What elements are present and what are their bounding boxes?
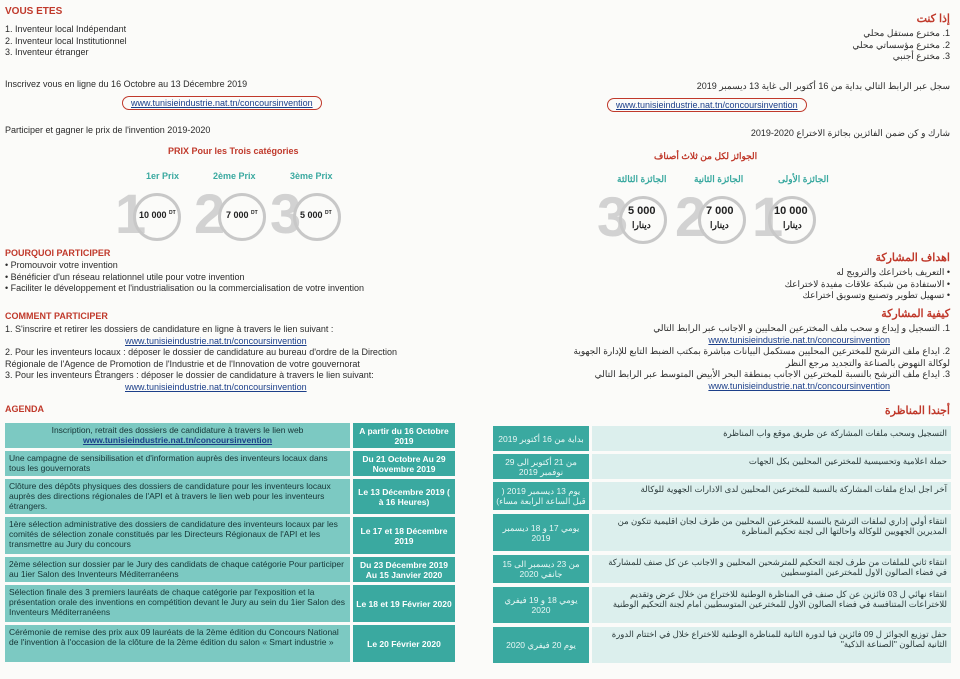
ar-agenda-date: يوم 13 ديسمبر 2019 ( قبل الساعة الرابعة مساء) — [493, 482, 589, 510]
fr-agenda-date: Du 21 Octobre Au 29 Novembre 2019 — [353, 451, 455, 476]
ar-category-3: 3. مخترع أجنبي — [892, 51, 950, 61]
ar-comment-step-2b: لوكالة النهوض بالصناعة والتجديد مرجع النظر — [785, 357, 950, 368]
fr-pourquoi-title: POURQUOI PARTICIPER — [5, 248, 111, 258]
fr-categories-list — [5, 24, 127, 59]
fr-register-link[interactable]: www.tunisieindustrie.nat.tn/concoursinvention — [122, 96, 322, 110]
fr-prize-3-number: 3 — [270, 182, 302, 245]
ar-agenda-date: يومي 18 و 19 فيفري 2020 — [493, 587, 589, 623]
fr-agenda-date: Le 13 Décembre 2019 ( à 16 Heures) — [353, 479, 455, 514]
ar-agenda-row — [493, 627, 951, 663]
fr-prize-2-amount: 7 000 $^{DT}$ — [226, 210, 258, 220]
ar-category-2: 2. مخترع مؤسساتي محلي — [852, 39, 950, 50]
fr-category-2: 2. Inventeur local Institutionnel — [5, 35, 127, 46]
ar-inscription-text: سجل عبر الرابط التالي بداية من 16 أكتوبر الى غاية 13 ديسمبر 2019 — [696, 81, 950, 91]
ar-comment-title: كيفية المشاركة — [881, 308, 950, 320]
ar-agenda-row — [493, 454, 951, 479]
fr-pourquoi-item: • Promouvoir votre invention — [5, 260, 118, 270]
ar-agenda-desc: حملة اعلامية وتحسيسية للمخترعين المحليين بكل الجهات — [592, 454, 951, 479]
ar-agenda-desc: انتقاء ثاني للملفات من طرف لجنة التحكيم للمترشحين المحليين و الاجانب عن كل صنف للمشاركة في فضاء الصالون الاول للمخترعين المتوسطيين — [592, 555, 951, 583]
fr-agenda-date: A partir du 16 Octobre 2019 — [353, 423, 455, 448]
fr-prize-2-label: 2ème Prix — [213, 171, 256, 181]
ar-prize-3-label: الجائزة الثالثة — [617, 174, 667, 184]
fr-agenda-row — [5, 557, 455, 582]
fr-agenda-desc: Une campagne de sensibilisation et d'information auprès des inventeurs locaux dans tous les gouvernorats — [5, 451, 350, 476]
ar-objectif-item: • تسهيل تطوير وتصنيع وتسويق اختراعك — [802, 290, 950, 300]
fr-comment-step-1: 1. S'inscrire et retirer les dossiers de candidature en ligne à travers le lien suivant : — [5, 324, 334, 334]
ar-prix-title: الجوائز لكل من ثلاث أصناف — [654, 151, 758, 161]
ar-comment-link-1[interactable]: www.tunisieindustrie.nat.tn/concoursinvention — [708, 334, 890, 345]
fr-agenda-date: Le 20 Février 2020 — [353, 625, 455, 662]
fr-prize-3-amount: 5 000 $^{DT}$ — [300, 210, 332, 220]
ar-vous-etes-title: إذا كنت — [916, 13, 950, 25]
ar-comment-step-2a: 2. ايداع ملف الترشح للمخترعين المحليين مستكمل البيانات مباشرة بمكتب الضبط التابع للإدارة الجهوية — [573, 346, 950, 356]
fr-category-1: 1. Inventeur local Indépendant — [5, 24, 127, 34]
fr-comment-title: COMMENT PARTICIPER — [5, 311, 108, 321]
ar-prize-1-label: الجائزة الأولى — [778, 174, 829, 184]
fr-agenda-date: Le 17 et 18 Décembre 2019 — [353, 517, 455, 554]
fr-prize-1-amount: 10 000 $^{DT}$ — [139, 210, 176, 220]
ar-prize-3-unit: دينارا — [632, 220, 651, 230]
ar-comment-steps — [510, 323, 950, 392]
ar-objectifs-title: اهداف المشاركة — [875, 252, 950, 264]
ar-agenda-desc: التسجيل وسحب ملفات المشاركة عن طريق موقع واب المناظرة — [592, 426, 951, 451]
fr-agenda-row — [5, 423, 455, 448]
fr-prix-title: PRIX Pour les Trois catégories — [168, 146, 299, 156]
fr-agenda-desc: Inscription, retrait des dossiers de candidature à travers le lien web www.tunisieindustrie.nat.tn/concoursinvention — [5, 423, 350, 448]
fr-pourquoi-list — [5, 260, 364, 295]
ar-prize-2-amount: 7 000 — [706, 205, 734, 217]
fr-agenda-row — [5, 625, 455, 662]
ar-prize-1-unit: دينارا — [783, 220, 802, 230]
ar-agenda-row — [493, 514, 951, 551]
fr-vous-etes-title: VOUS ETES — [5, 6, 63, 17]
ar-prize-3-number: 3 — [597, 185, 629, 248]
fr-agenda-date: Du 23 Décembre 2019 Au 15 Janvier 2020 — [353, 557, 455, 582]
ar-prize-1-number: 1 — [752, 185, 784, 248]
fr-prize-1-number: 1 — [115, 182, 147, 245]
ar-agenda-desc: حفل توزيع الجوائز ل 09 فائزين فيا لدورة الثانية للمناظرة الوطنية للاختراع خلال في اختتام الدورة الثانية لصالون "الصناعة الذكية" — [592, 627, 951, 663]
fr-comment-link-2[interactable]: www.tunisieindustrie.nat.tn/concoursinvention — [125, 381, 307, 392]
ar-agenda-date: بداية من 16 أكتوبر 2019 — [493, 426, 589, 451]
ar-agenda-desc: آخر اجل ايداع ملفات المشاركة بالنسبة للمخترعين المحليين لدى الادارات الجهوية للوكالة — [592, 482, 951, 510]
fr-agenda-desc: Sélection finale des 3 premiers lauréats de chaque catégorie par l'exposition et la présentation orale des inventions en compétition devant le Jury au sein du 1ier Salon des Inventeurs Méditerranéens — [5, 585, 350, 622]
fr-agenda-row — [5, 479, 455, 514]
fr-prize-1-label: 1er Prix — [146, 171, 180, 181]
ar-agenda-row — [493, 482, 951, 510]
ar-agenda-row — [493, 587, 951, 623]
ar-comment-link-2[interactable]: www.tunisieindustrie.nat.tn/concoursinvention — [708, 380, 890, 391]
fr-comment-step-2b: Régionale de l'Agence de Promotion de l'Industrie et de l'Innovation de votre gouvernorat — [5, 358, 360, 369]
ar-prize-2-label: الجائزة الثانية — [694, 174, 744, 184]
fr-agenda-desc: 1ère sélection administrative des dossiers de candidature des inventeurs locaux par les comités de sélection zonale constitués par les Directeurs Régionaux de l'API et les transmettre au Jury du concours — [5, 517, 350, 554]
fr-agenda-row — [5, 517, 455, 554]
fr-inscription-text: Inscrivez vous en ligne du 16 Octobre au 13 Décembre 2019 — [5, 79, 248, 89]
ar-objectif-item: • التعريف باختراعك والترويج له — [836, 267, 950, 277]
fr-prize-3-label: 3ème Prix — [290, 171, 333, 181]
ar-prize-2-unit: دينارا — [710, 220, 729, 230]
fr-pourquoi-item: • Faciliter le développement et l'industrialisation ou la commercialisation de votre invention — [5, 283, 365, 293]
fr-agenda-desc: Cérémonie de remise des prix aux 09 lauréats de la 2ème édition du Concours National de l'invention à l'occasion de la clôture de la 2ème édition du salon « Smart industrie » — [5, 625, 350, 662]
fr-agenda-row — [5, 451, 455, 476]
ar-participer-text: شارك و كن ضمن الفائزين بجائزة الاختراع 2020-2019 — [750, 128, 950, 138]
fr-comment-step-2a: 2. Pour les inventeurs locaux : déposer le dossier de candidature au bureau d'ordre de la Direction — [5, 347, 397, 357]
ar-agenda-date: يومي 17 و 18 ديسمبر 2019 — [493, 514, 589, 551]
ar-register-link[interactable]: www.tunisieindustrie.nat.tn/concoursinvention — [607, 98, 807, 112]
fr-participer-text: Participer et gagner le prix de l'invention 2019-2020 — [5, 125, 211, 135]
ar-agenda-desc: انتقاء أولي إداري لملفات الترشح بالنسبة للمخترعين المحليين من طرف لجان اقليمية تتكون من المديرين الجهويين للوكالة واحالتها الى لجنة تحكيم المناظرة — [592, 514, 951, 551]
ar-comment-step-3: 3. ايداع ملف الترشح بالنسبة للمخترعين الاجانب بمنطقة البحر الأبيض المتوسط عبر الرابط التالي — [594, 369, 950, 379]
fr-agenda-title: AGENDA — [5, 404, 45, 414]
fr-agenda-desc: Clôture des dépôts physiques des dossiers de candidature pour les inventeurs locaux auprès des directions régionales de l'API et à travers le lien web pour les inventeurs étrangers. — [5, 479, 350, 514]
fr-comment-link-1[interactable]: www.tunisieindustrie.nat.tn/concoursinvention — [125, 335, 307, 346]
fr-agenda-row — [5, 585, 455, 622]
fr-comment-step-3: 3. Pour les inventeurs Étrangers : déposer le dossier de candidature à travers le lien suivant: — [5, 370, 374, 380]
ar-prize-3-amount: 5 000 — [628, 205, 656, 217]
fr-pourquoi-item: • Bénéficier d'un réseau relationnel utile pour votre invention — [5, 271, 245, 282]
ar-objectifs-list — [785, 267, 950, 302]
ar-prize-1-amount: 10 000 — [774, 205, 808, 217]
ar-agenda-desc: انتقاء نهائي ل 03 فائزين عن كل صنف في المناظرة الوطنية للاختراع من خلال عرض وتقديم للاختراعات المتنافسة في فضاء الصالون الاول للمخترعين المتوسطيين امام لجنة التحكيم الوطنية — [592, 587, 951, 623]
fr-agenda-desc: 2ème sélection sur dossier par le Jury des candidats de chaque catégorie Pour participer au 1ier Salon des Inventeurs Méditerranéens — [5, 557, 350, 582]
ar-categories-list — [852, 28, 950, 63]
ar-agenda-row — [493, 555, 951, 583]
ar-agenda-date: من 21 أكتوبر الى 29 نوفمبر 2019 — [493, 454, 589, 479]
ar-comment-step-1: 1. التسجيل و إيداع و سحب ملف المخترعين المحليين و الاجانب عبر الرابط التالي — [653, 323, 950, 333]
ar-objectif-item: • الاستفادة من شبكة علاقات مفيدة لاختراعك — [784, 278, 950, 289]
fr-comment-steps — [5, 324, 445, 393]
ar-category-1: 1. مخترع مستقل محلي — [863, 28, 950, 38]
fr-category-3: 3. Inventeur étranger — [5, 47, 89, 57]
fr-agenda-date: Le 18 et 19 Février 2020 — [353, 585, 455, 622]
fr-prize-2-number: 2 — [194, 182, 226, 245]
ar-agenda-row — [493, 426, 951, 451]
ar-agenda-date: يوم 20 فيفري 2020 — [493, 627, 589, 663]
ar-agenda-date: من 23 ديسمبر الى 15 جانفي 2020 — [493, 555, 589, 583]
ar-agenda-title: أجندا المناظرة — [884, 405, 950, 417]
ar-prize-2-number: 2 — [675, 185, 707, 248]
